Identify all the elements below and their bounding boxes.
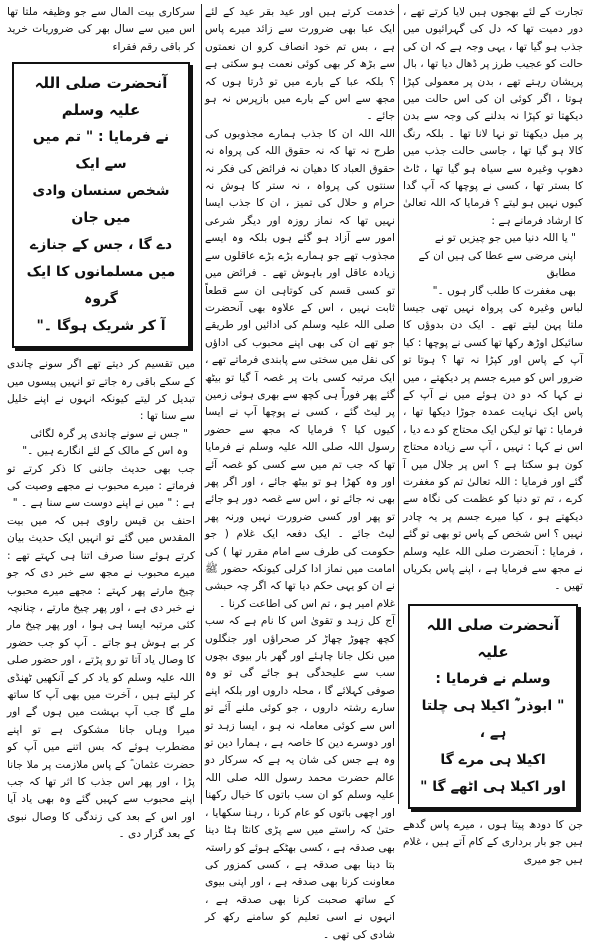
paragraph: میں تقسیم کر دیتے تھے اگر سونے چاندی کے سکے باقی رہ جاتے تو انہیں پیسوں میں تبدیل کر لیتے کیونکہ انہوں نے اپنے خلیل سے سنا تھا : bbox=[7, 358, 195, 423]
quote-line: " یا اللہ دنیا میں جو چیزیں تو نے bbox=[434, 232, 576, 245]
hadith-box bbox=[408, 604, 578, 809]
box-line: وسلم نے فرمایا : bbox=[435, 670, 551, 687]
quote-line: بھی مغفرت کا طلب گار ہوں ۔" bbox=[432, 284, 576, 297]
paragraph: احنف بن قیس راوی ہیں کہ میں بیت المقدس میں گئے تو انہیں ایک حدیث بیان کرتے ہوئے سنا صرف اتنا ہی کہتے تھے : میرے محبوب نے مجھ سے خبر دی کہ جو چیخ مارتے پھر کہتے : مجھے میرے محبوب نے خبر دی ہے ، اور پھر چیخ مارتے ، چنانچہ کئی مرتبہ ایسا ہی ہوا ، اور پھر چیخ مار کر بے ہوش ہو جاتے ۔ آپ کو جب حضور کا وصال یاد آتا تو رو پڑتے ، اور حضور صلی اللہ علیہ وسلم کو یاد کر کے آنکھیں ٹھنڈی کر لیتے ہیں ، آخرت میں بھی آپ کا ساتھ ملے گا جب آپ بہشت میں ہوں گے اور میرا وہاں جانا مشکوک ہے تو اپنے مضطرب ہوئے کہ بس اتنے میں آپ کو حضرت عثمان ؓ کے پاس ملازمت پر ملا جانا پڑا ، اور پھر اس جذب کا اثر تھا کہ جب اپنے محبوب سے کہیں گئے وہ بھی یاد آیا اور اس کے بعد کی زندگی کا وصال نبوی کے بعد گزار دی ۔ bbox=[7, 514, 195, 841]
quote-line: " جس نے سونے چاندی پر گرہ لگائی bbox=[30, 427, 188, 440]
box-line: نے فرمایا : " تم میں سے ایک bbox=[32, 129, 170, 173]
paragraph: جب بھی حدیث جاننی کا ذکر کرتے تو فرماتے : میرے محبوب نے مجھے وصیت کی ہے : " میں نے اپنے دوست سے سنا ہے ۔ " bbox=[7, 462, 195, 510]
column-middle bbox=[201, 4, 399, 941]
box-line: شخص سنسان وادی میں جان bbox=[32, 183, 170, 227]
box-line: آ کر شریک ہوگا ۔" bbox=[36, 318, 166, 335]
paragraph: سرکاری بیت المال سے جو وظیفہ ملتا تھا اس میں سے سال بھر کی ضروریات خرید کر باقی رقم فقراء bbox=[7, 6, 195, 53]
column-left bbox=[4, 4, 198, 841]
box-line: دے گا ، جس کے جنازے bbox=[29, 237, 173, 254]
paragraph: اللہ اللہ ان کا جذب ہمارے مجذوبوں کی طرح نہ تھا کہ نہ حقوق اللہ کی پرواہ نہ حقوق العباد کا دھیان نہ فرائض کی فکر نہ سنتوں کی پرواہ ، نہ ستر کا ہوش نہ حرام و حلال کی تمیز ، ان کا جذب ایسا نہیں تھا کہ نماز روزہ اور دیگر شرعی امور سے آزاد ہو گئے ہوں بلکہ وہ ایسے مجذوب تھے جو ہمارے بڑے بڑے عاقلوں سے زیادہ عاقل اور باہوش تھے ۔ فرائض میں تو کسی قسم کی کوتاہی ان سے قطعاً ثابت نہیں ، اس کے علاوہ بھی آنحضرت صلی اللہ علیہ وسلم کی ادائیں اور طریقے جو تھے ان کی بھی اپنے محبوب کی اداؤں کی نقل میں سختی سے پابندی فرماتے تھے ، ایک مرتبہ کسی بات پر غصہ آ گیا تو بیٹھ گئے پھر فوراً ہی کچھ سے بھری ہوئی زمین پر لیٹ گئے ، کسی نے پوچھا آپ نے ایسا کیوں کیا ؟ فرمایا کہ مجھ سے حضور رسول اللہ صلی اللہ علیہ وسلم نے فرمایا تھا کہ جب تم میں سے کسی کو غصہ آئے اور وہ کھڑا ہو تو بیٹھ جائے ، اور اگر پھر بھی نہ جائے تو ، اس سے غصہ دور ہو جائے تو پھر اور کسی ضرورت نہیں ورنہ پھر لیٹ جائے ۔ ایک دفعہ ایک غلام ( جو حکومت کی طرف سے امام مقرر تھا ) کی امامت میں نماز ادا کرلی کیونکہ حضور ﷺ نے ان کو یہی حکم دیا تھا کہ اگر چہ حبشی غلام امیر ہو ، تم اس کی اطاعت کرنا ۔ bbox=[205, 127, 395, 610]
box-line: اور اکیلا ہی اٹھے گا " bbox=[420, 778, 566, 795]
box-line: میں مسلمانوں کا ایک گروہ bbox=[26, 264, 176, 308]
column-right bbox=[400, 4, 586, 866]
quote-line: اپنی مرضی سے عطا کی ہیں ان کے مطابق bbox=[418, 249, 576, 280]
box-heading: آنحضرت صلی اللہ علیہ bbox=[426, 615, 560, 661]
box-line: " ابوذر ؓ اکیلا ہی چلتا ہے ، bbox=[421, 697, 565, 741]
hadith-box bbox=[12, 62, 190, 348]
paragraph: جن کا دودھ پیتا ہوں ، میرے پاس گدھے ہیں جو بار برداری کے کام آتے ہیں ، غلام ہیں جو میری bbox=[403, 818, 583, 866]
paragraph: آج کل زہد و تقویٰ اس کا نام ہے کہ سب کچھ چھوڑ چھاڑ کر صحراؤں اور جنگلوں میں نکل جانا چاہئے اور گھر بار بیوی بچوں سب سے علیحدگی ہو جائے گی تو وہ صوفی کہلائے گا ، محلہ داروں اور بلکہ اپنے سارے رشتہ داروں ، جو کوئی ملنے آئے تو اس سے کوئی معاملہ نہ ہو ، ایسا زہد تو اور دوسرے دین کا خاصہ ہے ، ہمارا دین تو وہ ہے جس کی شان یہ ہے کہ سرکار دو عالم حضرت محمد رسول اللہ صلی اللہ علیہ وسلم کو ان سب باتوں کا خیال رکھنا اور اچھی باتوں کو عام کرنا ، رہنا سکھایا ، حتیٰ کہ راستے میں سے پڑی کانٹا ہٹا دینا بھی صدقہ ہے ، کسی بھٹکے ہوئے کو راستہ بتا دینا بھی صدقہ ہے ، کسی کمزور کی معاونت کرنا بھی صدقہ ہے ، اور اپنی بیوی کے ساتھ صحبت کرنا بھی صدقہ ہے ، انہوں نے اسی تعلیم کو سامنے رکھ کر شادی کی تھی ۔ bbox=[205, 615, 395, 941]
paragraph: تجارت کے لئے بھجوں ہیں لایا کرتے تھے ، دور دمیت تھا کہ دل کی گہرائیوں میں جذب ہو گیا تھا ، یہی وجہ ہے کہ ان کی حالت کو عجیب طرز پر ڈھال دیا تھا ، بال پریشان رہتے تھے ، بدن پر معمولی کپڑا ہوتا ، اگر کوئی ان کی اس حالت میں دیکھتا تو کپڑا نہ بدلنے کی وجہ سے بدن پر میل دیکھتا تو نہا لانا تھا ۔ بلکہ رنگ کالا ہو گیا تھا ، جاسی حالت جذب میں دھوپ وغیرہ سے سیاہ ہو گیا تھا ، ٹاٹ کا بستر تھا ، کسی نے پوچھا کہ آپ گدا کیوں نہیں ہو لیتے ؟ فرمایا کہ اللہ تعالیٰ کا ارشاد فرمانے ہے : bbox=[403, 6, 583, 227]
paragraph: لباس وغیرہ کی پرواہ نہیں تھی جیسا ملتا پہن لیتے تھے ۔ ایک دن بدوؤں کا سائیکل اوڑھ رکھا تھا کسی نے پوچھا : کیا آپ کے پاس اور کپڑا نہ تھا ؟ ہوتا تو ضرور اس کو میرے جسم پر دیکھتے ، میں نے کہا کہ دو دن ہوئے میں نے آپ کے پاس ایک نہایت عمدہ جوڑا دیکھا تھا ، فرمایا : تھا تو لیکن ایک محتاج کو دے دیا ، اس نے کہا : نہیں ، آپ سے زیادہ محتاج کون ہو سکتا ہے ؟ اس پر جلال میں آ گئے اور فرمایا : اللہ تعالیٰ تم کو مغفرت کرے ، تم تو دنیا کو عظمت کی نگاہ سے دیکھتے ہو ، کیا میرے جسم پر یہ چادر نہیں ؟ اس شخص کے پاس تو بھی تو گئے ، فرمایا : آنحضرت صلی اللہ علیہ وسلم نے مجھ سے فرمایا ہے ، اپنے پاس بکریاں تھیں ۔ bbox=[403, 301, 583, 593]
box-line: اکیلا ہی مرے گا bbox=[440, 751, 546, 768]
quote-line: وہ اس کے مالک کے لئے انگارے ہیں ۔" bbox=[22, 445, 188, 458]
box-heading: آنحضرت صلی اللہ علیہ وسلم bbox=[34, 74, 168, 120]
paragraph: خدمت کرتے ہیں اور عید بقر عید کے لئے ایک عبا بھی ضرورت سے زائد میرے پاس ہے ، بس تم خود انصاف کرو ان نعمتوں سے بڑھ کر بھی کوئی نعمت ہو سکتی ہے ؟ بلکہ عبا کے بارے میں تو ڈرتا ہوں کہ مجھ سے اس کے بارے میں بازپرس نہ ہو جائے ۔ bbox=[205, 6, 395, 123]
